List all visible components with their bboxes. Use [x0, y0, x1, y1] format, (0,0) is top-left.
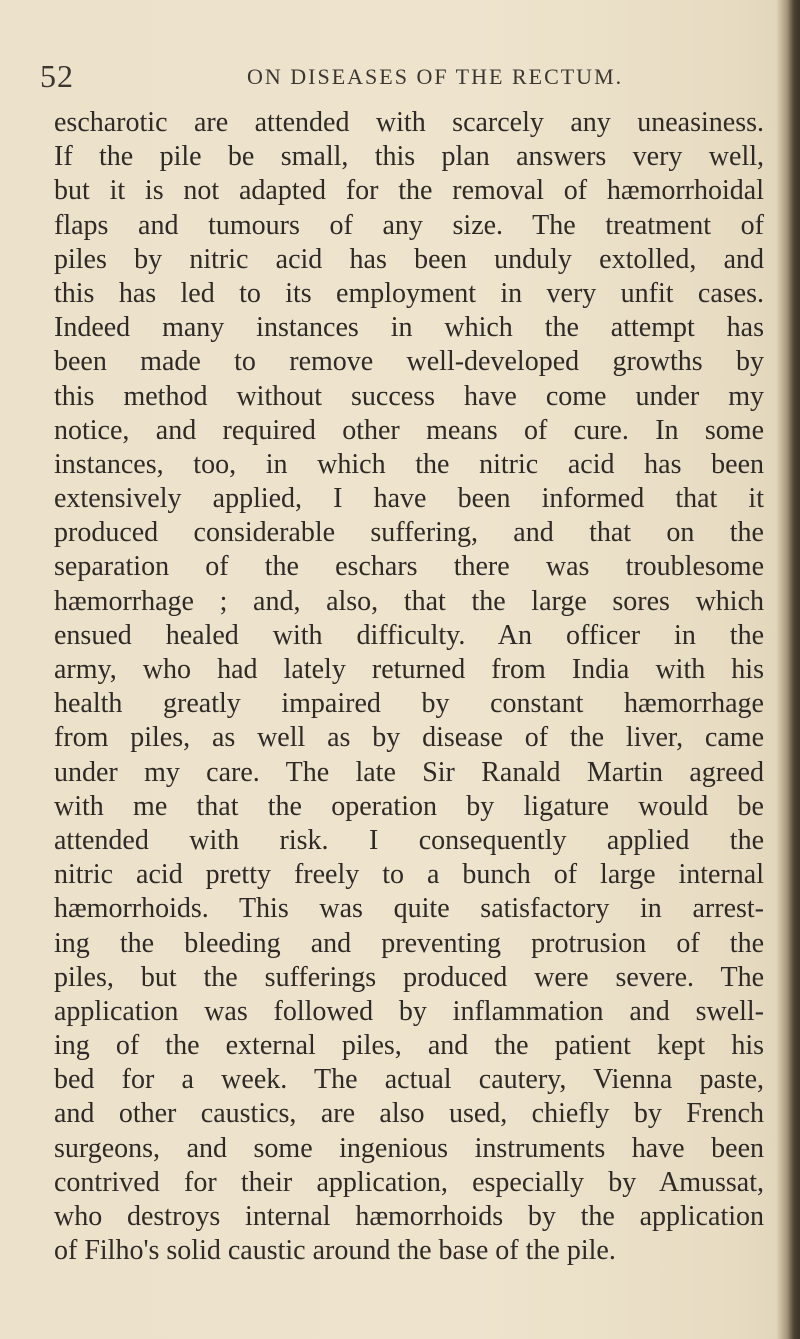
text-line: this has led to its employment in very unfit cases.: [54, 277, 764, 309]
running-head: [40, 58, 760, 98]
text-line: If the pile be small, this plan answers very well,: [54, 141, 764, 173]
text-line: attended with risk. I consequently applied the: [54, 824, 764, 856]
text-line: been made to remove well-developed growths by: [54, 346, 764, 378]
text-line: of Filho's solid caustic around the base of the pile.: [54, 1235, 616, 1267]
text-line: bed for a week. The actual cautery, Vienna paste,: [54, 1064, 764, 1096]
text-line: notice, and required other means of cure. In some: [54, 414, 764, 446]
text-line: escharotic are attended with scarcely any uneasiness.: [54, 107, 764, 138]
text-line: but it is not adapted for the removal of hæmorrhoidal: [54, 175, 764, 207]
page-number: 52: [40, 58, 74, 94]
text-line: extensively applied, I have been informed that it: [54, 483, 764, 515]
text-line: surgeons, and some ingenious instruments have been: [54, 1132, 764, 1164]
text-line: separation of the eschars there was troublesome: [54, 551, 764, 583]
text-line: Indeed many instances in which the attempt has: [54, 312, 764, 344]
text-line: flaps and tumours of any size. The treatment of: [54, 209, 764, 241]
text-line: hæmorrhoids. This was quite satisfactory in arrest-: [54, 893, 764, 925]
text-line: from piles, as well as by disease of the liver, came: [54, 722, 764, 754]
running-head-title: ON DISEASES OF THE RECTUM.: [247, 64, 624, 89]
text-line: produced considerable suffering, and that on the: [54, 517, 764, 549]
text-line: this method without success have come under my: [54, 380, 764, 412]
text-line: piles, but the sufferings produced were severe. The: [54, 961, 764, 993]
text-line: contrived for their application, especially by Amussat,: [54, 1166, 764, 1198]
body-text: [54, 106, 764, 1268]
text-line: ing the bleeding and preventing protrusion of the: [54, 927, 764, 959]
text-line: army, who had lately returned from India with his: [54, 654, 764, 685]
text-line: and other caustics, are also used, chiefly by French: [54, 1098, 764, 1130]
text-line: under my care. The late Sir Ranald Martin agreed: [54, 756, 764, 788]
text-line: ensued healed with difficulty. An officer in the: [54, 619, 764, 651]
text-line: with me that the operation by ligature would be: [54, 790, 764, 822]
text-line: application was followed by inflammation and swell-: [54, 995, 764, 1027]
page-gutter-shadow: [776, 0, 800, 1339]
text-line: ing of the external piles, and the patient kept his: [54, 1030, 764, 1062]
text-line: nitric acid pretty freely to a bunch of large internal: [54, 859, 764, 891]
text-line: who destroys internal hæmorrhoids by the application: [54, 1201, 764, 1232]
text-line: instances, too, in which the nitric acid has been: [54, 448, 764, 480]
text-line: hæmorrhage ; and, also, that the large sores which: [54, 585, 764, 617]
text-line: piles by nitric acid has been unduly extolled, and: [54, 243, 764, 275]
text-line: health greatly impaired by constant hæmorrhage: [54, 688, 764, 720]
